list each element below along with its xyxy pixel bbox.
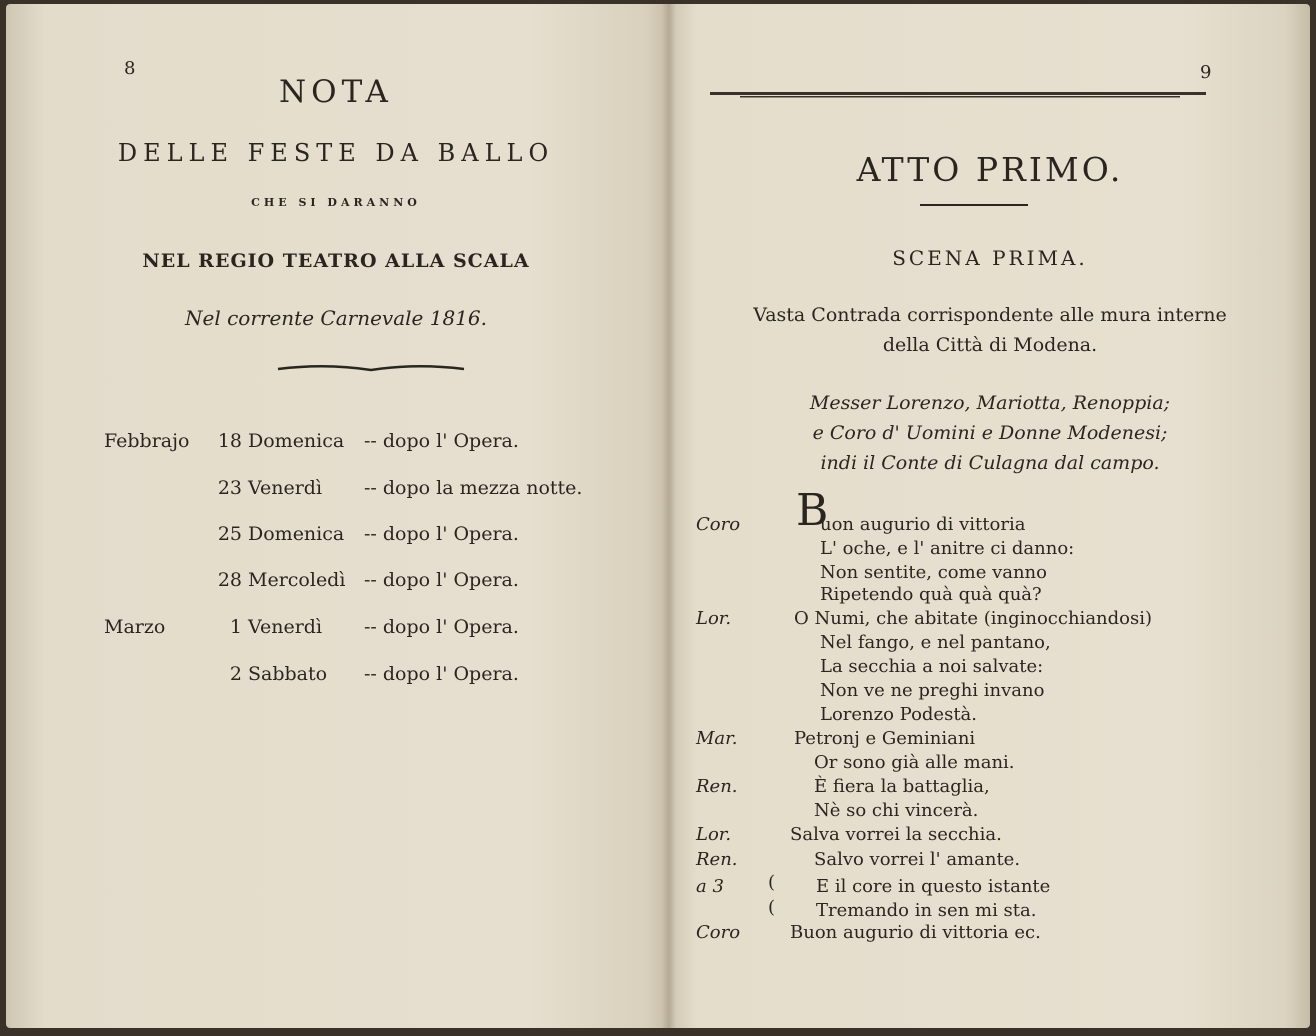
calendar-weekday: Domenica: [248, 523, 345, 545]
calendar-day: 25: [217, 523, 242, 545]
cast-line-1: Messer Lorenzo, Mariotta, Renoppia;: [809, 392, 1171, 414]
nota-title: NOTA: [279, 74, 393, 110]
calendar-month: Febbrajo: [104, 430, 190, 452]
setting-line-2: della Città di Modena.: [882, 334, 1098, 356]
verse-line: La secchia a noi salvate:: [820, 656, 1044, 677]
cast-line-2: e Coro d' Uomini e Donne Modenesi;: [812, 422, 1168, 444]
verse-line: Salvo vorrei l' amante.: [814, 849, 1021, 870]
verse-line: Nel fango, e nel pantano,: [820, 632, 1051, 653]
calendar-note: -- dopo l' Opera.: [364, 663, 519, 685]
calendar-note: -- dopo l' Opera.: [364, 616, 519, 638]
verse-line: Petronj e Geminiani: [794, 728, 976, 749]
right-page: [670, 4, 1310, 1028]
verse-line: uon augurio di vittoria: [820, 514, 1026, 535]
verse-line: E il core in questo istante: [816, 876, 1051, 897]
ornament-swash: [276, 364, 466, 374]
calendar-day: 23: [217, 477, 242, 499]
calendar-day: 28: [217, 569, 242, 591]
calendar-note: -- dopo l' Opera.: [364, 430, 519, 452]
verse-line: Non ve ne preghi invano: [820, 680, 1045, 701]
nota-subtitle: DELLE FESTE DA BALLO: [117, 139, 555, 167]
season-line: Nel corrente Carnevale 1816.: [185, 306, 487, 330]
speaker-label: Mar.: [696, 728, 738, 749]
theatre-line: NEL REGIO TEATRO ALLA SCALA: [142, 250, 530, 272]
speaker-label: Ren.: [696, 849, 738, 870]
calendar-weekday: Domenica: [248, 430, 345, 452]
verse-line: È fiera la battaglia,: [814, 776, 990, 797]
brace-mark: (: [768, 897, 776, 918]
verse-line: Tremando in sen mi sta.: [816, 900, 1037, 921]
speaker-label: a 3: [696, 876, 724, 897]
verse-line: O Numi, che abitate (inginocchiandosi): [794, 608, 1153, 629]
verse-line: Nè so chi vincerà.: [814, 800, 979, 821]
speaker-label: Lor.: [696, 608, 732, 629]
page-number-left: 8: [124, 58, 136, 79]
calendar-month: Marzo: [104, 616, 166, 638]
drop-cap: B: [796, 485, 829, 536]
verse-line: Or sono già alle mani.: [814, 752, 1015, 773]
verse-line: Ripetendo quà quà quà?: [820, 584, 1042, 605]
verse-line: Buon augurio di vittoria ec.: [790, 922, 1041, 943]
calendar-day: 2: [229, 663, 242, 685]
calendar-weekday: Venerdì: [248, 477, 323, 499]
calendar-note: -- dopo l' Opera.: [364, 523, 519, 545]
left-page: [6, 4, 666, 1028]
calendar-weekday: Mercoledì: [248, 569, 346, 591]
calendar-weekday: Sabbato: [248, 663, 328, 685]
act-title: ATTO PRIMO.: [856, 150, 1124, 189]
calendar-note: -- dopo la mezza notte.: [364, 477, 583, 499]
nota-small-line: CHE SI DARANNO: [251, 196, 421, 209]
verse-line: Salva vorrei la secchia.: [790, 824, 1002, 845]
calendar-weekday: Venerdì: [248, 616, 323, 638]
verse-line: Non sentite, come vanno: [820, 562, 1047, 583]
speaker-label: Lor.: [696, 824, 732, 845]
header-rule: [710, 90, 1206, 100]
page-number-right: 9: [1200, 62, 1212, 83]
scene-title: SCENA PRIMA.: [892, 246, 1088, 270]
speaker-label: Coro: [696, 922, 741, 943]
act-rule: [920, 204, 1028, 206]
calendar-note: -- dopo l' Opera.: [364, 569, 519, 591]
calendar-day: 18: [217, 430, 242, 452]
brace-mark: (: [768, 872, 776, 893]
setting-line-1: Vasta Contrada corrispondente alle mura interne: [753, 304, 1227, 326]
cast-line-3: indi il Conte di Culagna dal campo.: [820, 452, 1160, 474]
book-spread: [6, 4, 1310, 1028]
verse-line: L' oche, e l' anitre ci danno:: [820, 538, 1075, 559]
calendar-day: 1: [229, 616, 242, 638]
speaker-label: Ren.: [696, 776, 738, 797]
verse-line: Lorenzo Podestà.: [820, 704, 977, 725]
speaker-label: Coro: [696, 514, 741, 535]
